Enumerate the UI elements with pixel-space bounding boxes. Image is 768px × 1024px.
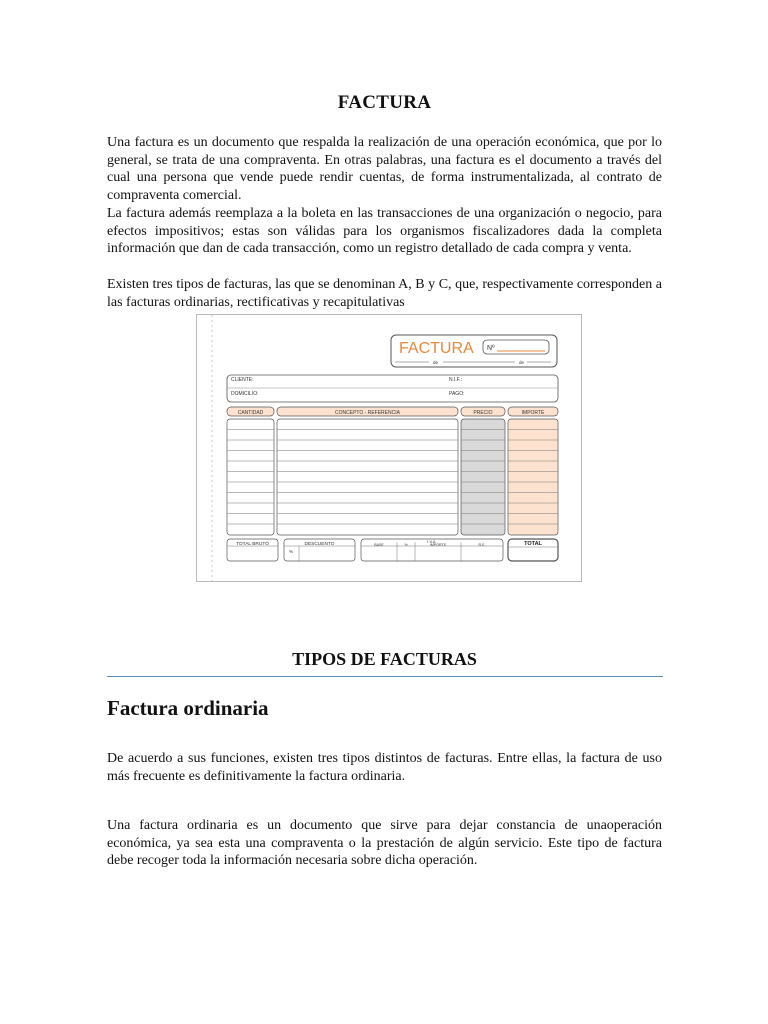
section-divider	[107, 676, 663, 677]
iva-label: I.V.A.	[427, 539, 437, 544]
re-label: R.E.	[478, 543, 486, 547]
total-bruto-label: TOTAL BRUTO	[236, 542, 269, 547]
date-de-2: de	[519, 360, 525, 365]
invoice-heading: FACTURA	[399, 340, 474, 357]
col-precio-label: PRECIO	[473, 410, 493, 416]
descuento-label: DESCUENTO	[304, 542, 335, 547]
intro-paragraph-2: La factura además reemplaza a la boleta en las transacciones de una organización o negocio, para efectos impositivos; estas son válidas para los organismos fiscalizadores dada la completa información que dan de cada transacción, como un registro detallado de cada compra y venta.	[107, 206, 662, 257]
cliente-label: CLIENTE:	[231, 377, 254, 383]
subsection-title: Factura ordinaria	[107, 696, 269, 720]
cantidad-column	[227, 419, 274, 535]
invoice-template-svg	[197, 315, 581, 581]
date-de-1: de	[433, 360, 439, 365]
col-concepto-label: CONCEPTO - REFERENCIA	[335, 410, 400, 416]
intro-paragraph-1: Una factura es un documento que respalda la realización de una operación económica, que por lo general, se trata de una compraventa. En otras palabras, una factura es el documento a través del cual una persona que vende puede rendir cuentas, de forma instrumentalizada, al contrato de compraventa comercial.	[107, 135, 662, 203]
client-box	[227, 375, 558, 402]
section-title: TIPOS DE FACTURAS	[292, 649, 477, 669]
body-paragraph-2: Una factura ordinaria es un documento que sirve para dejar constancia de unaoperación económica, ya sea esta una compraventa o la prestación de algún servicio. Este tipo de factura debe recoger toda la información necesaria sobre dicha operación.	[107, 818, 662, 869]
invoice-template-figure	[196, 314, 582, 582]
descuento-percent: %	[288, 549, 294, 554]
precio-column	[461, 419, 505, 535]
document-title: FACTURA	[337, 92, 432, 113]
body-paragraph-1: De acuerdo a sus funciones, existen tres tipos distintos de facturas. Entre ellas, la factura de uso más frecuente es definitivamente la factura ordinaria.	[107, 751, 662, 784]
domicilio-label: DOMICILIO:	[231, 391, 259, 397]
col-importe-label: IMPORTE	[521, 410, 545, 416]
importe-column	[508, 419, 558, 535]
total-label: TOTAL	[524, 541, 542, 547]
invoice-number-label: Nº	[487, 345, 495, 352]
concepto-column	[277, 419, 458, 535]
base-label: BASE	[374, 543, 384, 547]
nif-label: N.I.F.:	[449, 377, 463, 383]
iva-percent-label: %	[404, 543, 408, 547]
iva-importe-label: IMPORTE	[429, 543, 447, 547]
intro-paragraph-3: Existen tres tipos de facturas, las que se denominan A, B y C, que, respectivamente corresponden a las facturas ordinarias, rectificativas y recapitulativas	[107, 277, 662, 310]
pago-label: PAGO:	[449, 391, 465, 397]
col-cantidad-label: CANTIDAD	[237, 410, 264, 416]
